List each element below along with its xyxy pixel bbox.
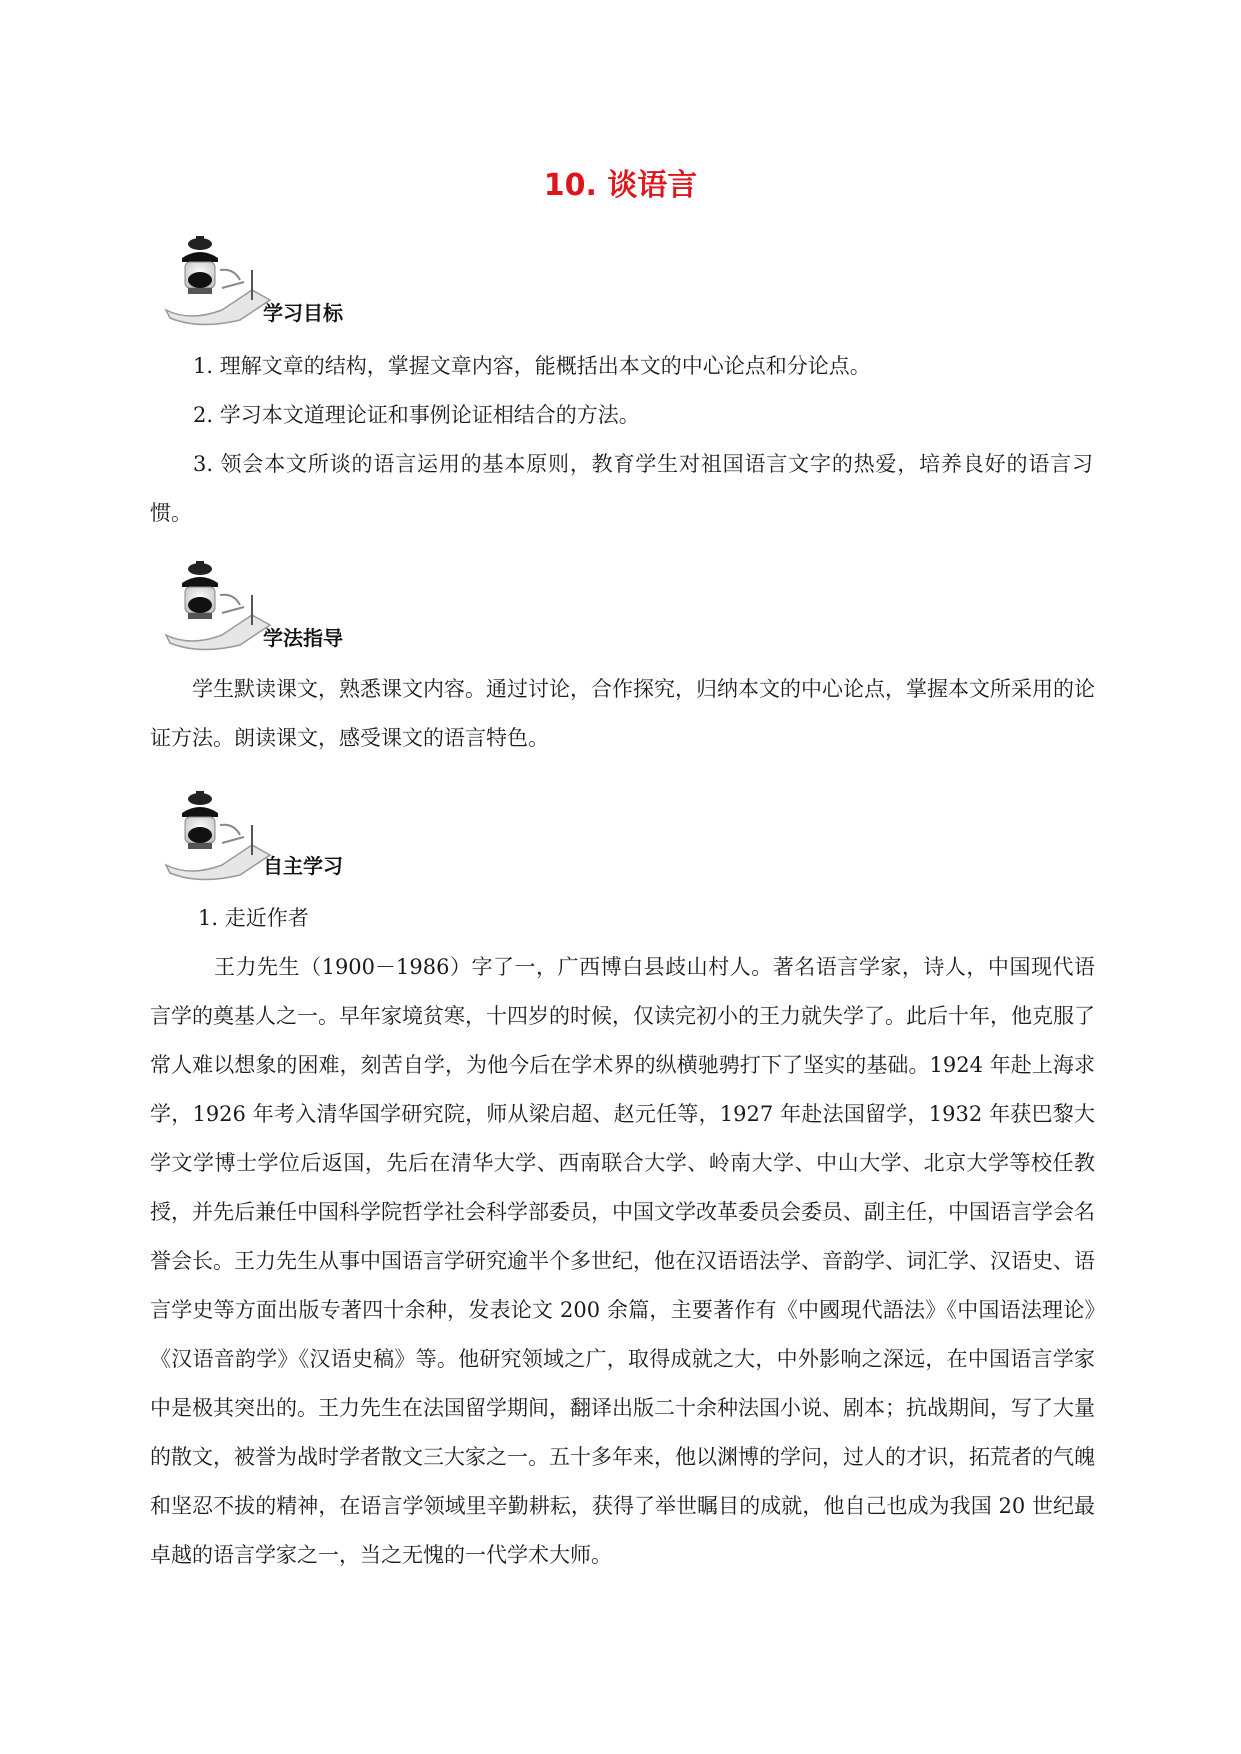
section-heading: 自主学习: [263, 854, 343, 878]
objective-item: 1. 理解文章的结构，掌握文章内容，能概括出本文的中心论点和分论点。: [193, 354, 871, 378]
section-heading: 学法指导: [263, 626, 343, 650]
objective-item: 2. 学习本文道理论证和事例论证相结合的方法。: [193, 403, 640, 427]
author-paragraph: 王力先生（1900－1986）字了一，广西博白县歧山村人。著名语言学家，诗人，中国现代语言学的奠基人之一。早年家境贫寒，十四岁的时候，仅读完初小的王力就失学了。此后十年，他克服了常人难以想象的困难，刻苦自学，为他今后在学术界的纵横驰骋打下了坚实的基础。1924 年赴上海求学，1926 年考入清华国学研究院，师从梁启超、赵元任等，1927 年赴法国留学，1932 年获巴黎大学文学博士学位后返国，先后在清华大学、西南联合大学、岭南大学、中山大学、北京大学等校任教授，并先后兼任中国科学院哲学社会科学部委员，中国文学改革委员会委员、副主任，中国语言学会名誉会长。王力先生从事中国语言学研究逾半个多世纪，他在汉语语法学、音韵学、词汇学、汉语史、语言学史等方面出版专著四十余种，发表论文 200 余篇，主要著作有《中國現代語法》《中国语法理论》《汉语音韵学》《汉语史稿》等。他研究领域之广，取得成就之大，中外影响之深远，在中国语言学家中是极其突出的。王力先生在法国留学期间，翻译出版二十余种法国小说、剧本；抗战期间，写了大量的散文，被誉为战时学者散文三大家之一。五十多年来，他以渊博的学问，过人的才识，拓荒者的气魄和坚忍不拔的精神，在语言学领域里辛勤耕耘，获得了举世瞩目的成就，他自己也成为我国 20 世纪最卓越的语言学家之一，当之无愧的一代学术大师。: [150, 955, 1095, 1567]
lantern-hand-icon: [160, 555, 280, 655]
lantern-hand-icon: [160, 785, 280, 885]
section-heading: 学习目标: [263, 301, 343, 325]
lantern-hand-icon: [160, 230, 280, 330]
method-paragraph: 学生默读课文，熟悉课文内容。通过讨论，合作探究，归纳本文的中心论点，掌握本文所采用的论证方法。朗读课文，感受课文的语言特色。: [150, 677, 1095, 750]
subsection-heading: 1. 走近作者: [198, 906, 309, 930]
page-title: 10. 谈语言: [543, 168, 698, 203]
objective-item: 3. 领会本文所谈的语言运用的基本原则，教育学生对祖国语言文字的热爱，培养良好的语言习惯。: [150, 452, 1093, 525]
